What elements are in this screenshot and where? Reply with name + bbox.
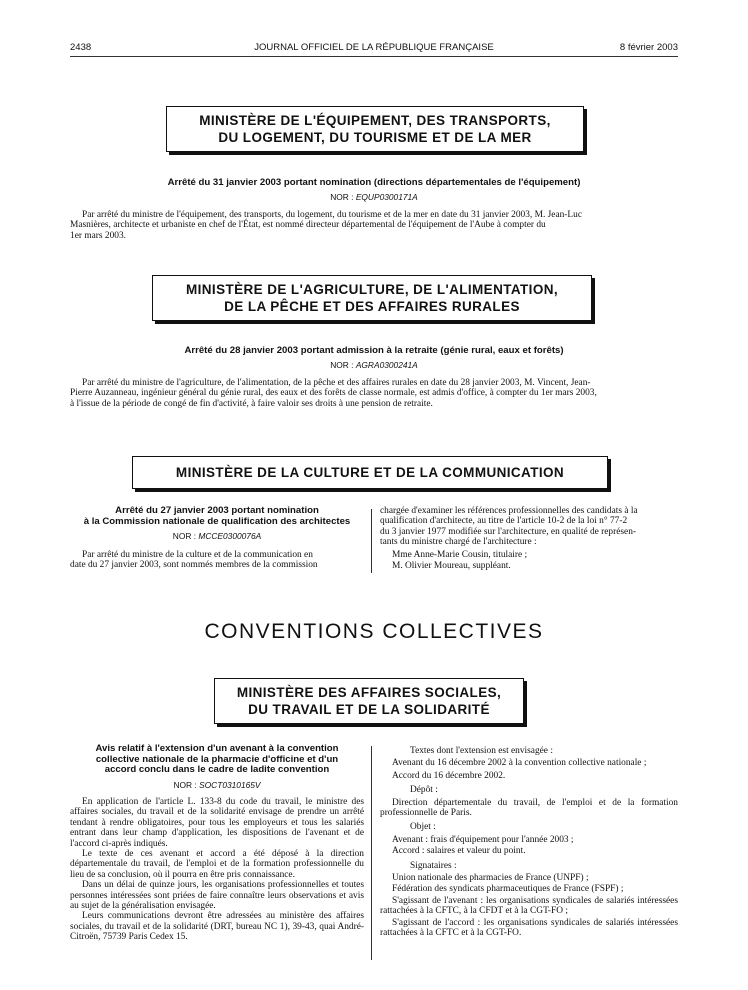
body-line: Masnières, architecte et urbaniste en chef de l'État, est nommé directeur départemental de l'équipement de l'Aube à compter du (70, 220, 546, 231)
list-item: S'agissant de l'avenant : les organisations syndicales de salariés intéressées rattachées à la CFTC, à la CFDT et à la CGT-FO ; (380, 895, 678, 917)
body-line: Par arrêté du ministre de l'agriculture, de l'alimentation, de la pêche et des affaires rurales en date du 28 janvier 2003, M. Vincent, Jean- (82, 378, 591, 388)
ministry-box-agriculture (152, 275, 592, 321)
header-rule (70, 56, 678, 57)
page-number: 2438 (70, 42, 92, 53)
title-line: Arrêté du 27 janvier 2003 portant nomination (115, 505, 319, 516)
ministry-name-line: DU LOGEMENT, DU TOURISME ET DE LA MER (218, 130, 532, 145)
nor-label: NOR : (173, 780, 197, 790)
arrete-body-right (380, 506, 678, 571)
body-line: Par arrêté du ministre de la culture et de la communication en (82, 550, 313, 560)
body-line: du 3 janvier 1977 modifiée sur l'architecture, en qualité de représen- (380, 526, 637, 537)
section-heading-conventions: CONVENTIONS COLLECTIVES (204, 620, 544, 643)
ministry-name-line: MINISTÈRE DE L'AGRICULTURE, DE L'ALIMENTATION, (185, 282, 559, 297)
subheading: Dépôt : (410, 785, 438, 796)
avis-body-left (70, 797, 364, 943)
avis-body-right (380, 746, 678, 939)
ministry-name-line: MINISTÈRE DE LA CULTURE ET DE LA COMMUNICATION (175, 465, 565, 480)
title-line: collective nationale de la pharmacie d'officine et d'un (95, 753, 339, 765)
body-line: tants du ministre chargé de l'architecture : (380, 537, 537, 548)
member-item: Mme Anne-Marie Cousin, titulaire ; (392, 549, 528, 560)
ministry-box-equipement (166, 106, 584, 152)
ministry-box-culture (132, 456, 608, 489)
nor-label: NOR : (330, 192, 354, 202)
arrete-body-left (70, 550, 364, 571)
ministry-box-affaires-sociales (214, 678, 524, 724)
nor-code: MCCE0300076A (198, 531, 262, 541)
body-line: 1er mars 2003. (70, 230, 126, 241)
body-paragraph: En application de l'article L. 133-8 du code du travail, le ministre des affaires sociales, du travail et de la solidarité envisage de prendre un arrêté tendant à rendre obligatoires, pour tous les employeurs et tous les salariés entrant dans leur champ d'application, les dispositions de l'avenant et de l'accord ci-après indiqués. (70, 797, 364, 849)
body-paragraph: Le texte de ces avenant et accord a été déposé à la direction départementale du travail, de l'emploi et de la formation professionnelle du lieu de sa conclusion, où il pourra en être pris connaissance. (70, 849, 364, 880)
subheading: Signataires : (410, 860, 457, 871)
ministry-name-line: DU TRAVAIL ET DE LA SOLIDARITÉ (248, 702, 490, 717)
member-item: M. Olivier Moureau, suppléant. (392, 561, 511, 572)
nor-reference (70, 192, 678, 202)
arrete-body (70, 378, 678, 409)
list-item: Fédération des syndicats pharmaceutiques de France (FSPF) ; (392, 884, 624, 895)
list-item: Union nationale des pharmacies de France (UNPF) ; (392, 873, 589, 884)
nor-label: NOR : (172, 531, 197, 541)
body-line: date du 27 janvier 2003, sont nommés membres de la commission (70, 560, 318, 571)
title-line: Avis relatif à l'extension d'un avenant à la convention (95, 743, 339, 754)
body-line: qualification d'architecte, au titre de l'article 10-2 de la loi n° 77-2 (380, 516, 628, 527)
ministry-name-line: MINISTÈRE DE L'ÉQUIPEMENT, DES TRANSPORTS, (199, 113, 551, 128)
subheading: Textes dont l'extension est envisagée : (410, 746, 553, 756)
body-paragraph: Leurs communications devront être adressées au ministère des affaires sociales, du travail et de la solidarité (DRT, bureau NC 1), 39-43, quai André-Citroën, 75739 Paris Cedex 15. (70, 911, 364, 943)
list-item: Direction départementale du travail, de l'emploi et de la formation professionnelle de Paris. (380, 797, 678, 819)
arrete-title (70, 505, 364, 527)
arrete-title: Arrêté du 31 janvier 2003 portant nomination (directions départementales de l'équipement) (167, 177, 581, 188)
list-item: Accord : salaires et valeur du point. (392, 846, 526, 857)
list-item: Accord du 16 décembre 2002. (392, 770, 506, 781)
list-item: Avenant du 16 décembre 2002 à la convention collective nationale ; (392, 758, 647, 769)
column-divider (371, 509, 372, 573)
avis-title (70, 744, 364, 776)
title-line: à la Commission nationale de qualification des architectes (83, 516, 351, 527)
nor-reference (70, 531, 364, 541)
body-line: Par arrêté du ministre de l'équipement, des transports, du logement, du tourisme et de la mer en date du 31 janvier 2003, M. Jean-Luc (82, 210, 582, 220)
arrete-title: Arrêté du 28 janvier 2003 portant admission à la retraite (génie rural, eaux et forêts) (184, 345, 564, 356)
nor-reference (70, 360, 678, 370)
nor-code: SOCT0310165V (199, 780, 261, 790)
ministry-name-line: MINISTÈRE DES AFFAIRES SOCIALES, (236, 685, 502, 700)
nor-label: NOR : (330, 360, 354, 370)
body-line: chargée d'examiner les références professionnelles des candidats à la (380, 506, 638, 516)
issue-date: 8 février 2003 (619, 42, 678, 53)
ministry-name-line: DE LA PÊCHE ET DES AFFAIRES RURALES (224, 299, 520, 314)
body-line: Pierre Auzanneau, ingénieur général du génie rural, des eaux et des forêts de classe normale, est admis d'office, à compter du 1er mars 2003, (70, 388, 597, 399)
body-paragraph: Dans un délai de quinze jours, les organisations professionnelles et toutes personnes intéressées sont priées de faire connaître leurs observations et avis au sujet de la généralisation envisagée. (70, 880, 364, 912)
list-item: S'agissant de l'accord : les organisations syndicales de salariés intéressées rattachées à la CFTC et à la CGT-FO. (380, 917, 678, 939)
nor-reference (70, 780, 364, 790)
subheading: Objet : (410, 822, 436, 833)
title-line: accord conclu dans le cadre de ladite convention (104, 764, 330, 775)
column-divider (371, 746, 372, 960)
nor-code: EQUP0300171A (355, 192, 418, 202)
journal-title: JOURNAL OFFICIEL DE LA RÉPUBLIQUE FRANÇAISE (254, 42, 494, 53)
arrete-body (70, 210, 678, 241)
body-line: à l'issue de la période de congé de fin d'activité, à faire valoir ses droits à une pension de retraite. (70, 398, 433, 409)
nor-code: AGRA0300241A (355, 360, 418, 370)
list-item: Avenant : frais d'équipement pour l'année 2003 ; (392, 834, 574, 845)
